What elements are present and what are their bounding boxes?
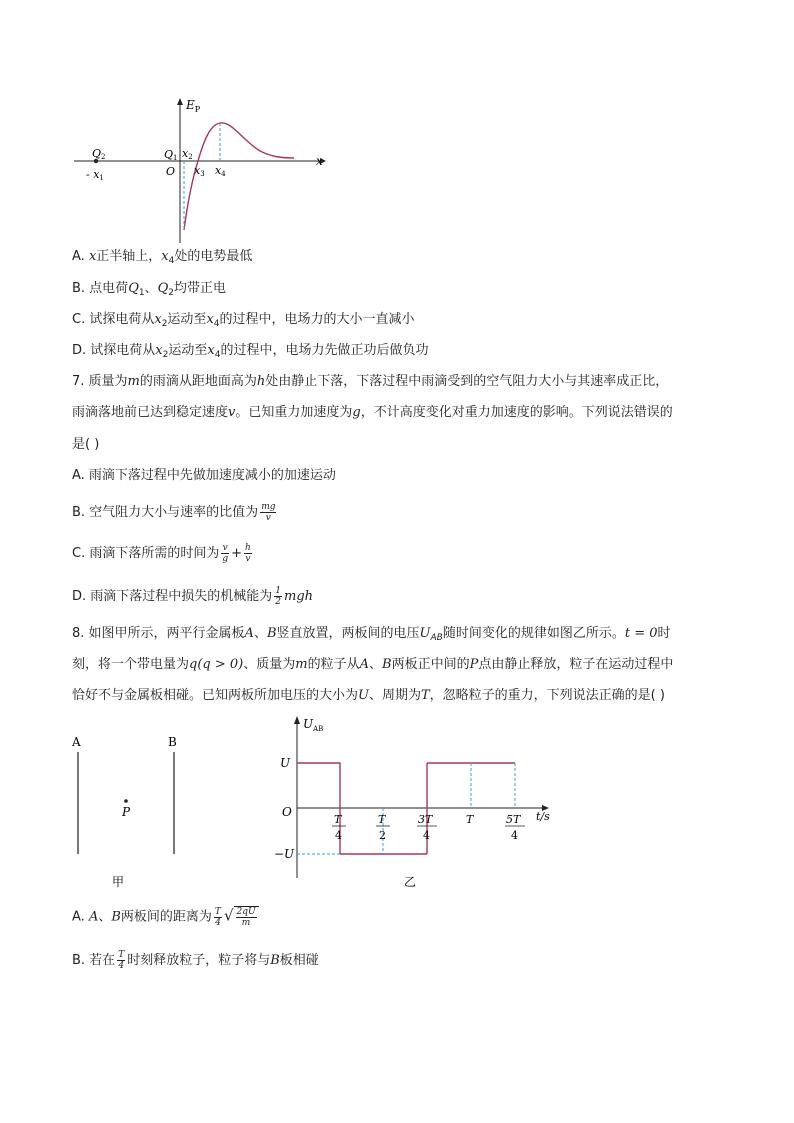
stem-text: 8. 如图甲所示，两平行金属板 [72,626,245,641]
stem-text: 、周期为 [368,688,421,703]
option-text: 时刻释放粒子，粒子将与 [127,953,271,968]
option-text: 两板间的距离为 [120,909,212,925]
stem-text: 、质量为 [243,657,296,672]
subscript: 4 [168,256,175,266]
stem-text: ，不计高度变化对重力加速度的影响。下列说法错误的 [360,405,673,420]
subscript: AB [430,633,443,643]
option-text: C. 雨滴下落所需的时间为 [72,546,220,561]
tick-3t4-num: 3T [418,813,433,826]
option-prefix: A. [72,249,89,264]
math-var: m [295,657,308,672]
math-var: P [469,657,479,672]
tick-3t4-den: 4 [423,829,430,842]
math-var: A [244,626,254,641]
stem-text: 处由静止下落，下落过程中雨滴受到的空气阻力大小与其速率成正比， [265,374,669,389]
option-text: D. 雨滴下落过程中损失的机械能为 [72,589,273,604]
tick-t-label: T [466,813,474,826]
option-text: 板相碰 [279,953,319,968]
q6-option-c [72,311,415,333]
subscript: 4 [214,350,221,360]
stem-text: ，忽略粒子的重力，下列说法正确的是( ) [429,688,665,703]
tick-t4-num: T [334,813,342,826]
math-var: m [127,374,140,389]
stem-text: 7. 质量为 [72,374,128,389]
figure-yi-caption: 乙 [404,875,417,889]
math-var: x [154,312,162,327]
point-p [124,799,128,803]
sqrt-sign: √ [223,906,234,925]
q6-option-b [72,280,226,302]
fraction-v-over-g: $\frac{v}{g}$ [222,543,229,564]
point-p-label: P [122,805,131,819]
option-prefix: A. [72,909,89,925]
q8-option-b [72,950,319,971]
math-var: U [419,626,431,641]
option-text: 运动至 [168,343,208,358]
plus-sign: + [231,546,243,561]
option-text: 的过程中，电场力的大小一直减小 [219,312,415,327]
math-var: x [207,343,215,358]
tick-t2-den: 2 [379,829,386,842]
figure-jia-caption: 甲 [112,875,125,889]
q8-option-a [72,906,259,928]
uab-origin-label: O [282,805,292,819]
math-var: mgh [284,589,314,604]
uab-y-arrow [294,716,300,724]
uab-square-wave [297,763,340,808]
q7-stem-line1 [72,373,668,391]
uab-t-unit: t/s [536,810,550,823]
subscript: 4 [213,319,220,329]
math-var: Q [157,281,169,296]
subscript: 1 [138,288,145,298]
stem-text: 时 [657,626,671,641]
math-var: T [421,688,430,703]
q7-option-b [72,502,278,523]
math-var: A [88,909,99,925]
fraction-t-over-4: $\frac{T}{4}$ [118,950,125,971]
stem-text: 刻，将一个带电量为 [72,657,190,672]
stem-text: 恰好不与金属板相碰。已知两板所加电压的大小为 [72,688,359,703]
subscript: 2 [168,288,175,298]
x3-label: x3 [194,164,205,178]
ep-graph [70,95,340,245]
option-text: 、 [144,281,158,296]
option-text: D. 试探电荷从 [72,343,156,358]
math-var: x [155,343,163,358]
plate-a-label: A [72,735,81,749]
stem-text: 随时间变化的规律如图乙所示。 [442,626,625,641]
math-expr: t = 0 [624,626,658,641]
tick-t4-den: 4 [335,829,342,842]
stem-text: 雨滴落地前已达到稳定速度 [72,405,229,420]
q7-option-a: A. 雨滴下落过程中先做加速度减小的加速运动 [72,468,336,483]
sqrt-radicand: $\frac{2qU}{m}$ [234,906,259,928]
uab-graph [270,712,560,892]
stem-text: 竖直放置，两板间的电压 [276,626,420,641]
option-text: B. 点电荷 [72,281,129,296]
math-var: g [352,405,361,420]
fraction-t-over-4: $\frac{T}{4}$ [214,906,221,928]
ep-y-label: $E_P$ [186,98,201,114]
option-text: B. 若在 [72,953,116,968]
math-var: v [228,405,236,420]
q7-option-c [72,543,254,564]
q7-stem-line2 [72,404,673,422]
q8-stem-line3 [72,687,665,705]
uab-pos-u-label: U [280,756,291,770]
option-text: C. 试探电荷从 [72,312,155,327]
plate-b-label: B [168,735,177,749]
option-text: 处的电势最低 [174,249,253,264]
q2-label: Q2 [92,147,106,161]
math-var: U [358,688,369,703]
option-text: 、 [98,909,112,925]
subscript: 2 [161,319,168,329]
ep-x-label: x [316,154,323,168]
stem-text: 、 [253,626,267,641]
ep-y-arrow [177,98,183,105]
q7-option-d [72,586,313,607]
q7-stem-line3: 是( ) [72,437,100,452]
uab-neg-u-label: −U [274,847,295,861]
stem-text: 两板正中间的 [391,657,470,672]
option-text: 正半轴上， [96,249,162,264]
tick-5t4-num: 5T [506,813,521,826]
math-var: B [266,626,277,641]
x4-label: x4 [215,164,226,178]
stem-text: 的雨滴从距地面高为 [139,374,257,389]
stem-text: 。已知重力加速度为 [235,405,353,420]
math-var: h [256,374,266,389]
math-var: A [359,657,369,672]
math-var: x [88,249,97,264]
math-var: Q [128,281,139,296]
math-var: x [161,249,169,264]
stem-text: 点由静止释放，粒子在运动过程中 [478,657,674,672]
option-text: 运动至 [167,312,207,327]
neg-x1-label: - x1 [86,168,104,182]
option-text: B. 空气阻力大小与速率的比值为 [72,505,259,520]
stem-text: 的粒子从 [307,657,360,672]
math-var: B [111,909,121,925]
option-text: 的过程中，电场力先做正功后做负功 [220,343,429,358]
subscript: 2 [162,350,169,360]
ep-origin-label: O [166,165,176,178]
q1-label: Q1 [164,148,178,162]
q6-option-a [72,248,252,270]
tick-t2-num: T [378,813,386,826]
math-var: B [382,657,392,672]
option-text: 均带正电 [174,281,227,296]
x2-label: x2 [182,147,193,161]
fraction-one-half: $\frac{1}{2}$ [275,586,282,607]
fraction-h-over-v: $\frac{h}{v}$ [245,543,251,564]
q8-stem-line2 [72,656,673,674]
uab-y-label: $U_{AB}$ [303,717,324,733]
stem-text: 、 [368,657,382,672]
q6-option-d [72,342,428,364]
fraction-mg-over-v: $\frac{mg}{v}$ [261,502,276,523]
math-var: B [270,953,280,968]
q8-stem-line1 [72,625,671,647]
plates-figure [60,728,210,893]
math-var: x [206,312,214,327]
tick-5t4-den: 4 [511,829,518,842]
math-expr: q(q > 0) [189,657,244,672]
